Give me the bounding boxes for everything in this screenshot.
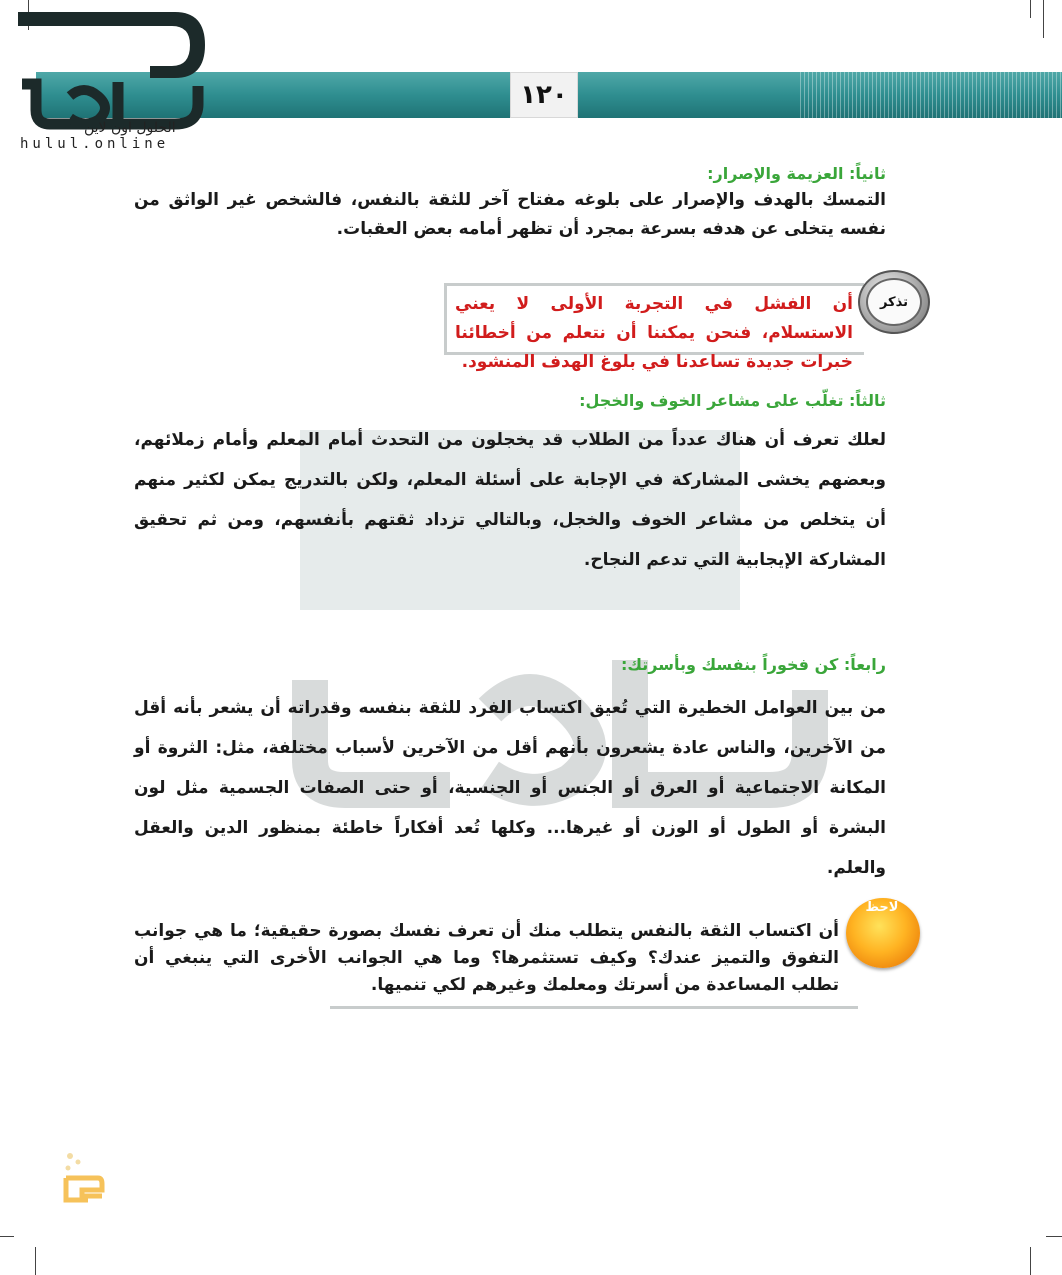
crop-mark: [0, 1236, 14, 1237]
section2-body: التمسك بالهدف والإصرار على بلوغه مفتاح آخر للثقة بالنفس، فالشخص غير الواثق من نفسه يتخلى عن هدفه بسرعة بمجرد أن تظهر أمامه بعض العقبات.: [134, 190, 886, 239]
crop-mark: [1046, 1236, 1062, 1237]
notice-badge-label: لاحظ: [865, 900, 899, 915]
hulul-footer-icon: [58, 1148, 108, 1208]
section3-body: لعلك تعرف أن هناك عدداً من الطلاب قد يخجلون من التحدث أمام المعلم وأمام زملائهم، وبعضهم يخشى المشاركة في الإجابة على أسئلة المعلم، ولكن بالتدريج يمكن لكثير منهم أن يتخلص من مشاعر الخوف والخجل، وبالتالي تزداد ثقتهم بأنفسهم، ومن ثم تحقيق المشاركة الإيجابية التي تدعم النجاح.: [134, 430, 886, 570]
remember-box-side-line: [444, 283, 447, 355]
section4-body: من بين العوامل الخطيرة التي تُعيق اكتساب الفرد للثقة بنفسه وقدراته أن يشعر بأنه أقل من الآخرين، والناس عادة يشعرون بأنهم أقل من الآخرين لأسباب مختلفة، مثل: الثروة أو المكانة الاجتماعية أو العرق أو الجنس أو الجنسية، أو حتى الصفات الجسمية مثل لون البشرة أو الطول أو الوزن أو غيرها... وكلها تُعد أفكاراً خاطئة بمنظور الدين والعقل والعلم.: [134, 698, 886, 878]
header-band-texture: [800, 72, 1062, 118]
remember-box-top-line: [444, 283, 864, 286]
notice-text: أن اكتساب الثقة بالنفس يتطلب منك أن تعرف نفسك بصورة حقيقية؛ ما هي جوانب التفوق والتميز عندك؟ وكيف تستثمرها؟ وما هي الجوانب الأخرى التي ينبغي أن تطلب المساعدة من أسرتك ومعلمك وغيرهم لكي تنميها.: [134, 921, 839, 995]
crop-mark: [1030, 1247, 1031, 1275]
section4-heading: رابعاً: كن فخوراً بنفسك وبأسرتك:: [620, 655, 886, 674]
crop-mark: [1043, 0, 1044, 38]
remember-badge-label: تذكر: [866, 278, 922, 326]
crop-mark: [1030, 0, 1031, 18]
page-number: ١٢٠: [510, 72, 578, 118]
crop-mark: [35, 1247, 36, 1275]
logo-arabic-caption: الحلول اون لاين: [84, 120, 176, 136]
section3-heading: ثالثاً: تغلّب على مشاعر الخوف والخجل:: [579, 391, 886, 410]
section2-heading: ثانياً: العزيمة والإصرار:: [707, 164, 886, 183]
logo-latin-caption: hulul.online: [20, 136, 170, 152]
remember-text: أن الفشل في التجربة الأولى لا يعني الاستسلام، فنحن يمكننا أن نتعلم من أخطائنا خبرات جديدة تساعدنا في بلوغ الهدف المنشود.: [455, 294, 853, 372]
notice-box-bottom-line: [330, 1006, 858, 1009]
